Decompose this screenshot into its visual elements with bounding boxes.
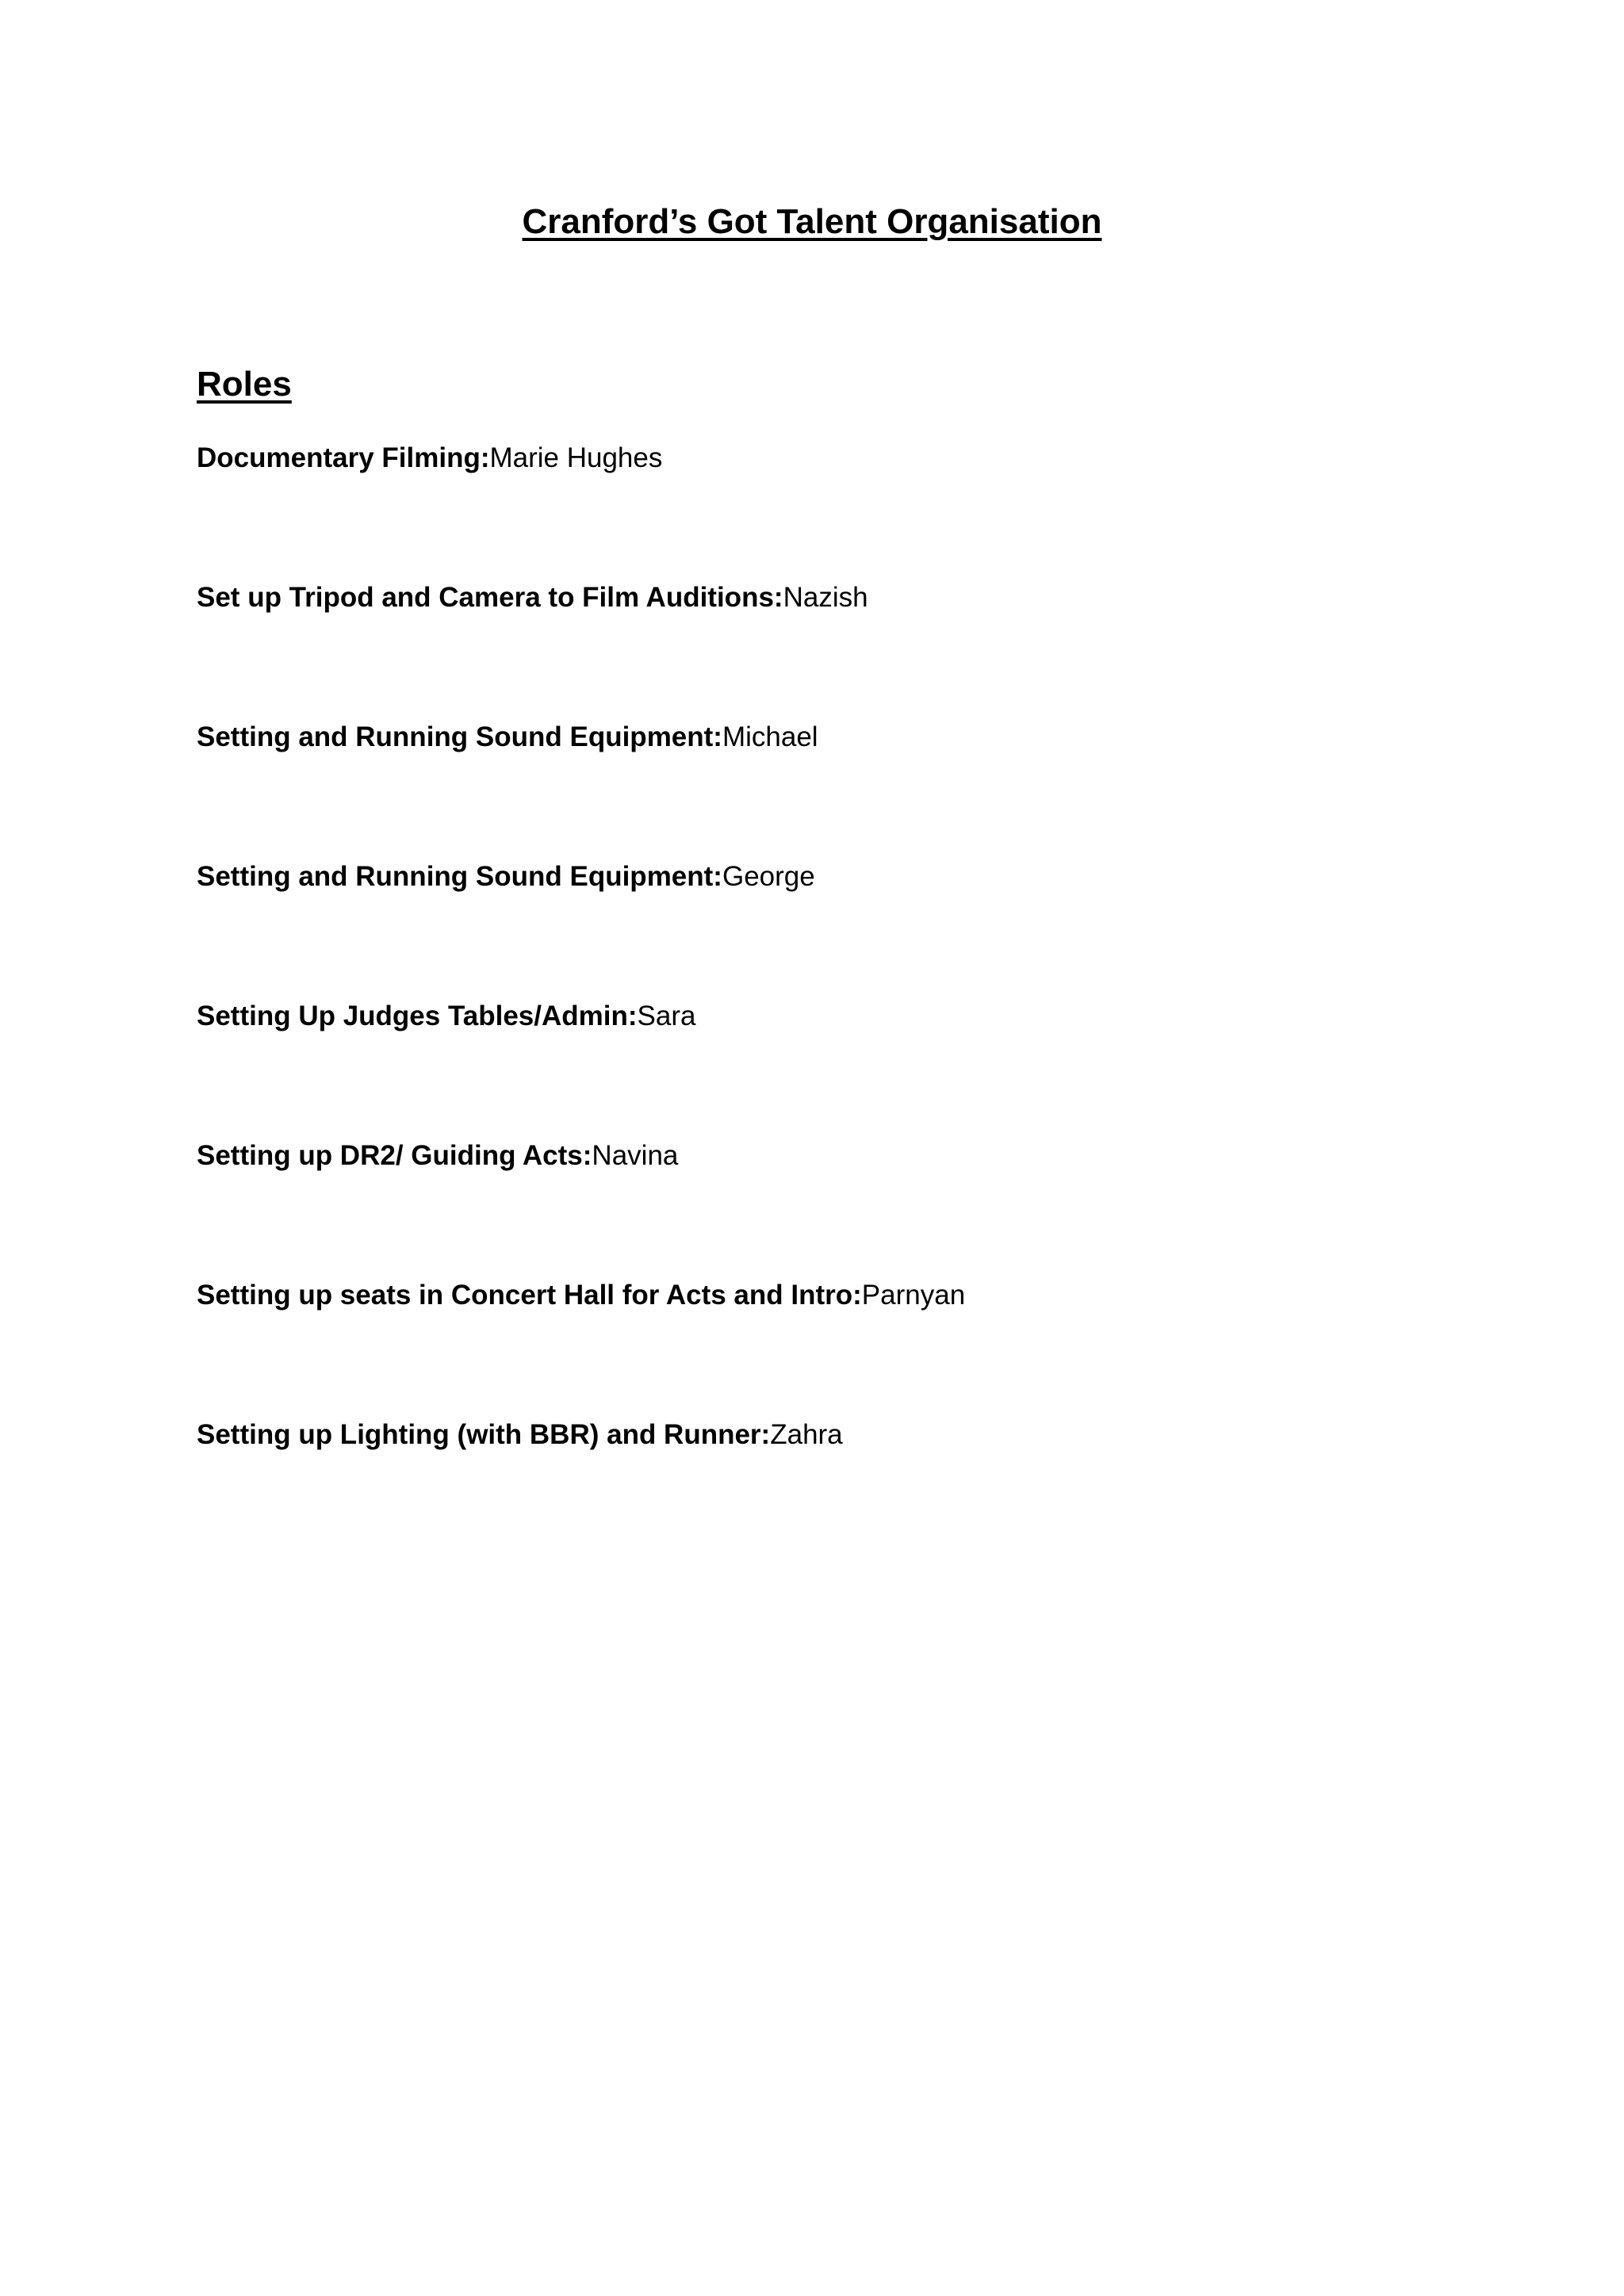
roles-list <box>197 440 965 1556</box>
role-item <box>197 719 965 859</box>
role-label: Set up Tripod and Camera to Film Auditions: <box>197 582 783 613</box>
role-assignee: Sara <box>637 1001 696 1031</box>
role-assignee: George <box>722 861 815 892</box>
role-label: Setting and Running Sound Equipment: <box>197 721 722 752</box>
section-heading-roles: Roles <box>197 365 292 404</box>
page-title: Cranford’s Got Talent Organisation <box>522 202 1102 241</box>
role-item <box>197 1138 965 1277</box>
role-item <box>197 998 965 1138</box>
role-label: Setting up seats in Concert Hall for Acts and Intro: <box>197 1280 862 1311</box>
role-item <box>197 440 965 580</box>
role-item <box>197 859 965 998</box>
role-item <box>197 1277 965 1417</box>
role-label: Setting Up Judges Tables/Admin: <box>197 1001 638 1031</box>
role-assignee: Parnyan <box>861 1280 966 1311</box>
role-label: Setting up Lighting (with BBR) and Runner: <box>197 1419 771 1450</box>
role-assignee: Marie Hughes <box>489 442 663 473</box>
role-label: Setting up DR2/ Guiding Acts: <box>197 1140 592 1171</box>
role-item <box>197 580 965 719</box>
role-assignee: Michael <box>722 721 818 752</box>
role-assignee: Zahra <box>770 1419 843 1450</box>
role-item <box>197 1417 965 1556</box>
role-assignee: Navina <box>592 1140 679 1171</box>
role-label: Documentary Filming: <box>197 442 490 473</box>
role-label: Setting and Running Sound Equipment: <box>197 861 722 892</box>
role-assignee: Nazish <box>783 582 868 613</box>
